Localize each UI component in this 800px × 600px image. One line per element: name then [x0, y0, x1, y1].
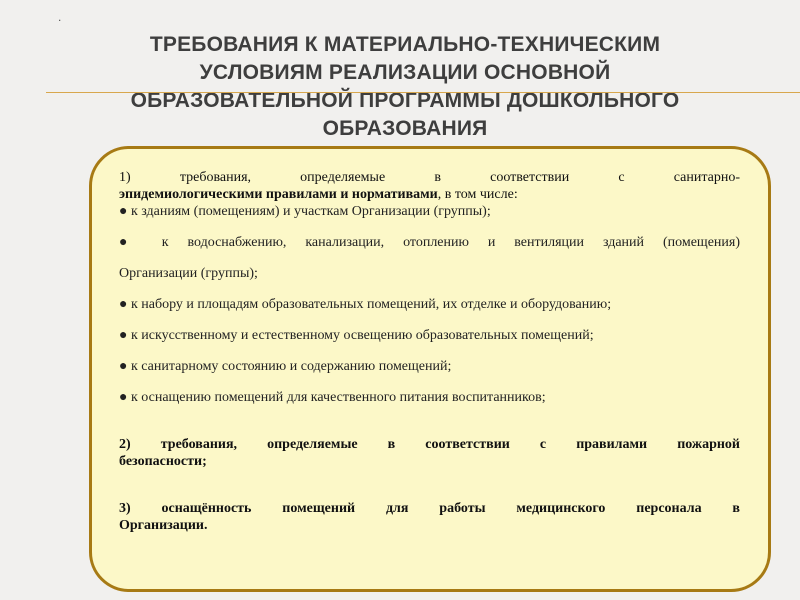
title-line: ТРЕБОВАНИЯ К МАТЕРИАЛЬНО-ТЕХНИЧЕСКИМ — [149, 33, 661, 56]
item-1-line-2 — [119, 186, 740, 203]
title-line: УСЛОВИЯМ РЕАЛИЗАЦИИ ОСНОВНОЙ — [199, 61, 611, 84]
bullet-item: ● к искусственному и естественному освещению образовательных помещений; — [119, 328, 594, 343]
item-1-rest-text: , в том числе: — [437, 187, 518, 202]
bullet-item: ● к санитарному состоянию и содержанию помещений; — [119, 359, 452, 374]
item-1-line-1: 1) требования, определяемые в соответствии с санитарно- — [119, 170, 740, 185]
bullet-item-continuation: Организации (группы); — [119, 266, 258, 281]
bullet-item: ● к зданиям (помещениям) и участкам Организации (группы); — [119, 204, 491, 219]
bullet-item: ● к набору и площадям образовательных помещений, их отделке и оборудованию; — [119, 297, 612, 312]
item-3-line-1: 3) оснащённость помещений для работы медицинского персонала в — [119, 501, 740, 516]
item-3-line-2: Организации. — [119, 518, 208, 533]
content-box — [89, 146, 771, 592]
title-line: ОБРАЗОВАТЕЛЬНОЙ ПРОГРАММЫ ДОШКОЛЬНОГО — [130, 89, 680, 112]
title-line: ОБРАЗОВАНИЯ — [322, 117, 488, 140]
slide-title — [110, 31, 700, 143]
bullet-item: ● к оснащению помещений для качественного питания воспитанников; — [119, 390, 546, 405]
item-1-bold-text: эпидемиологическими правилами и нормативами — [119, 187, 438, 202]
corner-dot: . — [58, 10, 62, 24]
item-2-line-2: безопасности; — [119, 454, 207, 469]
item-2-line-1: 2) требования, определяемые в соответствии с правилами пожарной — [119, 437, 740, 452]
title-divider — [46, 92, 800, 93]
bullet-item: ● к водоснабжению, канализации, отоплению и вентиляции зданий (помещения) — [119, 235, 740, 250]
